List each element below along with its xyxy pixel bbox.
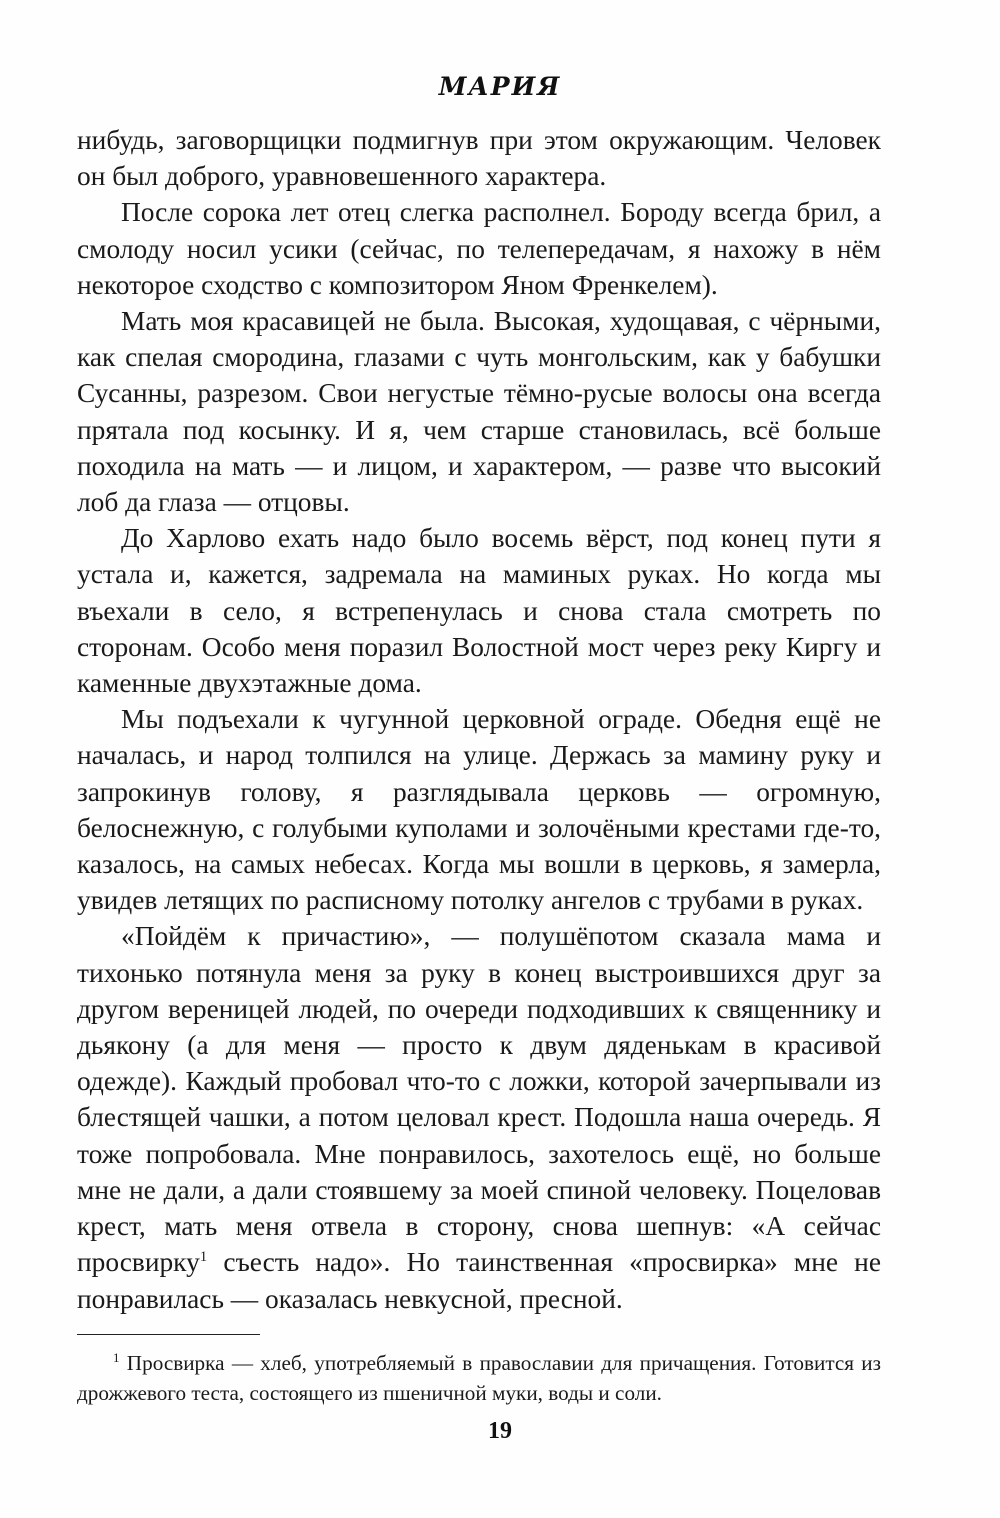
page-number: 19	[488, 1418, 512, 1444]
footnote-reference[interactable]: 1	[199, 1249, 208, 1266]
footnote	[77, 1348, 881, 1408]
paragraph: После сорока лет отец слегка располнел. Бороду всегда брил, а смолоду носил усики (сейчас, по телепередачам, я нахожу в нём некоторое сходство с композитором Яном Френкелем).	[77, 197, 881, 300]
paragraph-text-end: съесть надо». Но таинственная «просвирка» мне не понравилась — оказалась невкусной, пресной.	[77, 1247, 881, 1314]
paragraph-text: «Пойдём к причастию», — полушёпотом сказала мама и тихонько потянула меня за руку в конец выстроившихся друг за другом вереницей людей, по очереди подходивших к священнику и дьякону (а для меня — просто к двум дяденькам в красивой одежде). Каждый пробовал что-то с ложки, которой зачерпывали из блестящей чашки, а потом целовал крест. Подошла наша очередь. Я тоже попробовала. Мне понравилось, захотелось ещё, но больше мне не дали, а дали стоявшему за моей спиной человеку. Поцеловав крест, мать меня отвела в сторону, снова шепнув: «А сейчас просвирку	[77, 921, 881, 1278]
paragraph-with-footnote	[77, 918, 881, 1316]
paragraph-continued: нибудь, заговорщицки подмигнув при этом окружающим. Человек он был доброго, уравновешенного характера.	[77, 125, 881, 192]
paragraph: Мать моя красавицей не была. Высокая, худощавая, с чёрными, как спелая смородина, глазами с чуть монгольским, как у бабушки Сусанны, разрезом. Свои негустые тёмно-русые волосы она всегда прятала под косынку. И я, чем старше становилась, всё больше походила на мать — и лицом, и характером, — разве что высокий лоб да глаза — отцовы.	[77, 306, 881, 518]
running-head: МАРИЯ	[438, 72, 562, 101]
paragraph: Мы подъехали к чугунной церковной ограде. Обедня ещё не началась, и народ толпился на улице. Держась за мамину руку и запрокинув голову, я разглядывала церковь — огромную, белоснежную, с голубыми куполами и золочёными крестами где-то, казалось, на самых небесах. Когда мы вошли в церковь, я замерла, увидев летящих по расписному потолку ангелов с трубами в руках.	[77, 704, 881, 916]
footnote-divider	[77, 1334, 260, 1335]
body-text	[77, 122, 881, 1317]
footnote-text: Просвирка — хлеб, употребляемый в православии для причащения. Готовится из дрожжевого теста, состоящего из пшеничной муки, воды и соли.	[77, 1351, 881, 1405]
footnote-marker: 1	[113, 1349, 120, 1365]
paragraph: До Харлово ехать надо было восемь вёрст, под конец пути я устала и, кажется, задремала на маминых руках. Но когда мы въехали в село, я встрепенулась и снова стала смотреть по сторонам. Особо меня поразил Волостной мост через реку Киргу и каменные двухэтажные дома.	[77, 523, 881, 699]
